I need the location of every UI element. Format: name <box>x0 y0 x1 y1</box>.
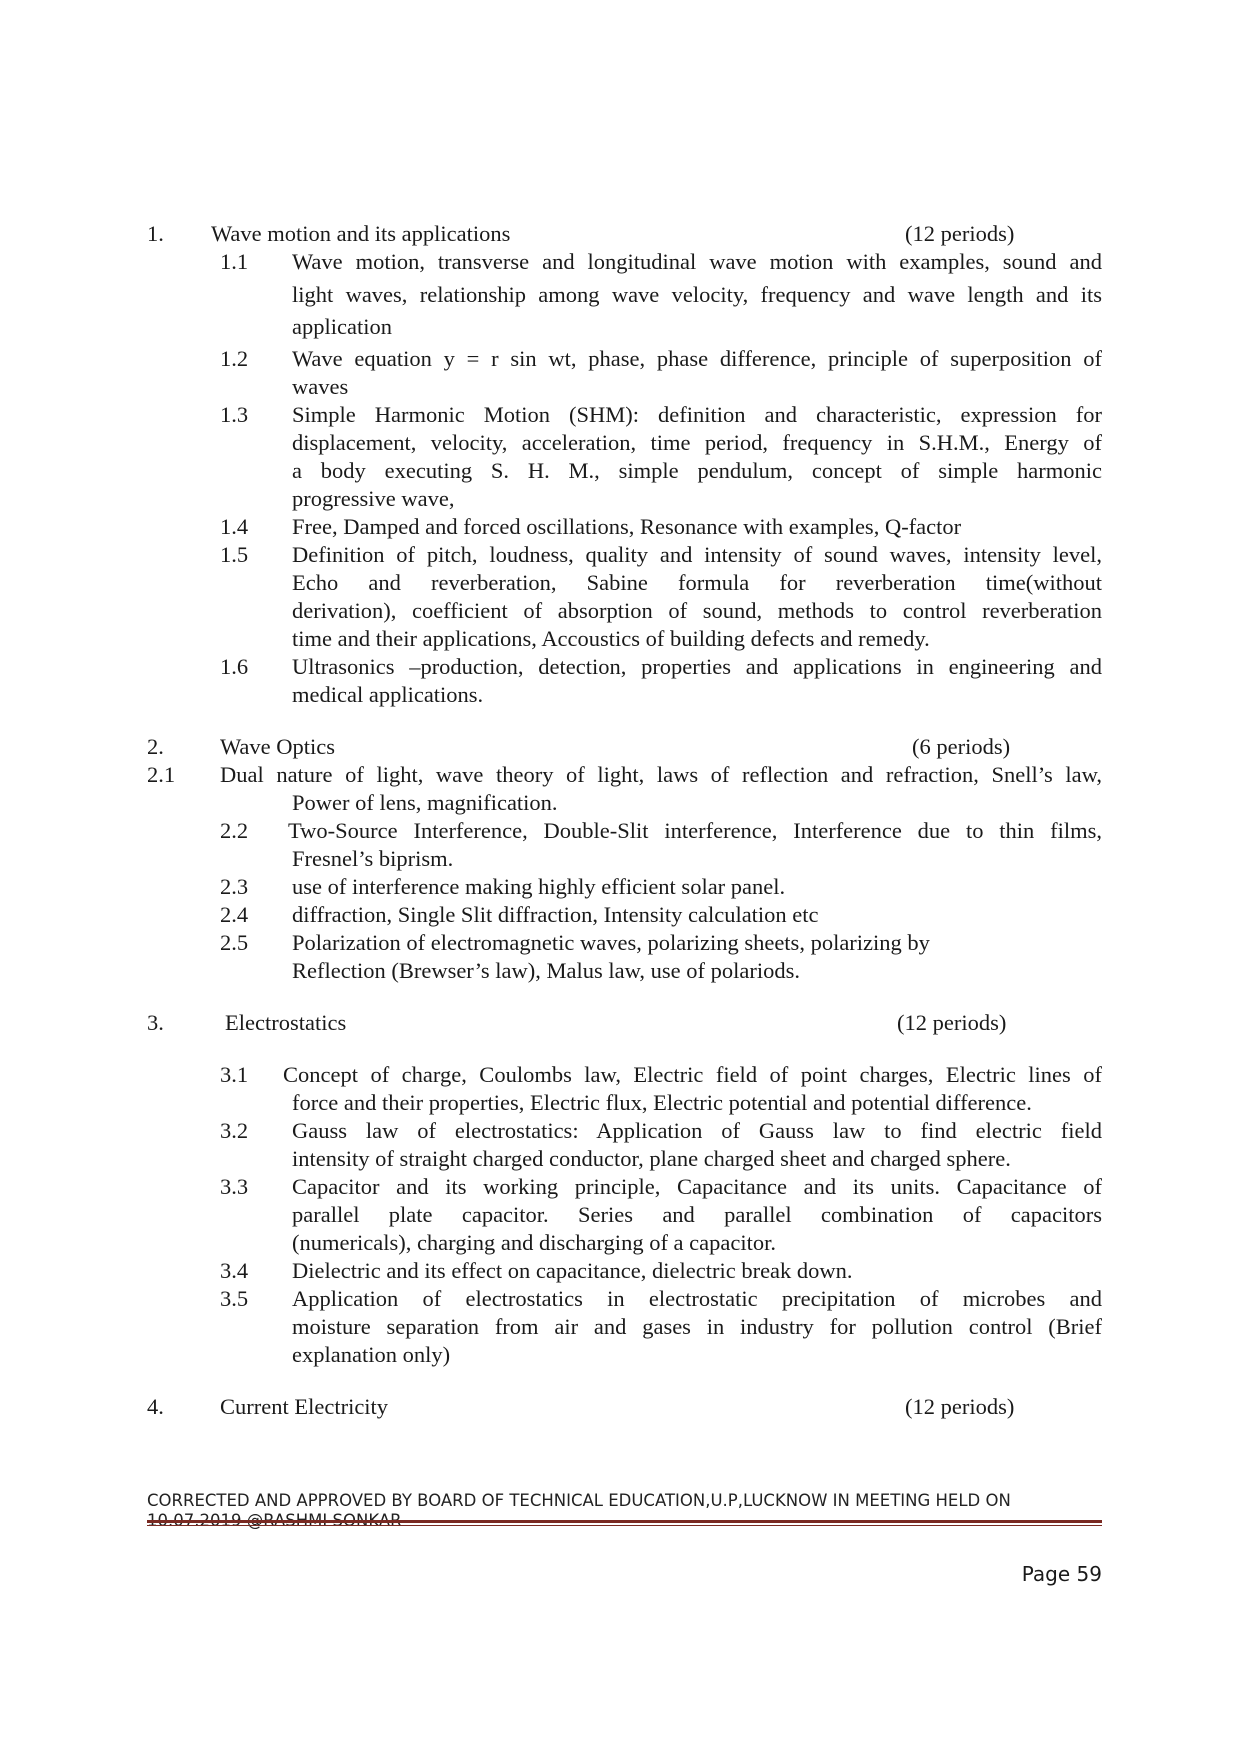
item-number: 1.6 <box>220 654 249 679</box>
item-line: Two-Source Interference, Double-Slit interference, Interference due to thin films, <box>288 818 1102 843</box>
item-number: 1.2 <box>220 346 249 371</box>
item-number: 3.1 <box>220 1062 249 1087</box>
section-periods: (12 periods) <box>905 1394 1015 1419</box>
item-line: a body executing S. H. M., simple pendulum, concept of simple harmonic <box>292 458 1102 483</box>
item-line: Application of electrostatics in electrostatic precipitation of microbes and <box>292 1286 1102 1311</box>
item-number: 3.4 <box>220 1258 249 1283</box>
item-line: Reflection (Brewser’s law), Malus law, use of polariods. <box>292 958 800 983</box>
item-line: Wave equation y = r sin wt, phase, phase difference, principle of superposition of <box>292 346 1102 371</box>
section-number: 3. <box>147 1010 164 1035</box>
item-number: 1.3 <box>220 402 249 427</box>
item-line: Gauss law of electrostatics: Application of Gauss law to find electric field <box>292 1118 1102 1143</box>
section-title: Wave Optics <box>220 734 336 759</box>
item-line: Definition of pitch, loudness, quality and intensity of sound waves, intensity level, <box>292 542 1102 567</box>
item-number: 3.3 <box>220 1174 249 1199</box>
item-line: Polarization of electromagnetic waves, polarizing sheets, polarizing by <box>292 930 930 955</box>
item-number: 1.4 <box>220 514 249 539</box>
item-line: Free, Damped and forced oscillations, Resonance with examples, Q-factor <box>292 514 962 539</box>
section-periods: (12 periods) <box>897 1010 1007 1035</box>
item-line: application <box>292 314 392 339</box>
item-line: Capacitor and its working principle, Capacitance and its units. Capacitance of <box>292 1174 1102 1199</box>
item-line: Simple Harmonic Motion (SHM): definition and characteristic, expression for <box>292 402 1102 427</box>
section-number: 4. <box>147 1394 164 1419</box>
section-periods: (6 periods) <box>912 734 1011 759</box>
page-number: Page 59 <box>1021 1562 1102 1586</box>
item-number: 2.2 <box>220 818 249 843</box>
footer-rule <box>147 1520 1102 1523</box>
item-number: 2.1 <box>147 762 176 787</box>
item-line: displacement, velocity, acceleration, time period, frequency in S.H.M., Energy of <box>292 430 1102 455</box>
item-line: Concept of charge, Coulombs law, Electric field of point charges, Electric lines of <box>283 1062 1102 1087</box>
item-number: 1.5 <box>220 542 249 567</box>
item-line: explanation only) <box>292 1342 451 1367</box>
item-line: time and their applications, Accoustics of building defects and remedy. <box>292 626 930 651</box>
item-line: (numericals), charging and discharging of a capacitor. <box>292 1230 776 1255</box>
item-line: Wave motion, transverse and longitudinal wave motion with examples, sound and <box>292 249 1102 274</box>
item-line: Dual nature of light, wave theory of light, laws of reflection and refraction, Snell’s law, <box>220 762 1102 787</box>
section-number: 1. <box>147 221 164 246</box>
item-line: force and their properties, Electric flux, Electric potential and potential difference. <box>292 1090 1032 1115</box>
item-line: Power of lens, magnification. <box>292 790 558 815</box>
item-number: 2.5 <box>220 930 249 955</box>
item-line: intensity of straight charged conductor, plane charged sheet and charged sphere. <box>292 1146 1011 1171</box>
footer-rule-thin <box>147 1525 1102 1526</box>
item-line: diffraction, Single Slit diffraction, Intensity calculation etc <box>292 902 819 927</box>
item-line: Dielectric and its effect on capacitance, dielectric break down. <box>292 1258 853 1283</box>
item-line: progressive wave, <box>292 486 455 511</box>
item-line: Echo and reverberation, Sabine formula for reverberation time(without <box>292 570 1102 595</box>
item-line: light waves, relationship among wave velocity, frequency and wave length and its <box>292 282 1102 307</box>
item-line: moisture separation from air and gases in industry for pollution control (Brief <box>292 1314 1102 1339</box>
section-title: Current Electricity <box>220 1394 389 1419</box>
item-line: parallel plate capacitor. Series and parallel combination of capacitors <box>292 1202 1102 1227</box>
item-number: 1.1 <box>220 249 249 274</box>
item-line: use of interference making highly efficient solar panel. <box>292 874 786 899</box>
item-line: waves <box>292 374 349 399</box>
item-number: 3.2 <box>220 1118 249 1143</box>
item-number: 2.4 <box>220 902 249 927</box>
item-number: 3.5 <box>220 1286 249 1311</box>
item-line: Ultrasonics –production, detection, properties and applications in engineering and <box>292 654 1102 679</box>
section-title: Wave motion and its applications <box>211 221 511 246</box>
section-title: Electrostatics <box>225 1010 347 1035</box>
section-periods: (12 periods) <box>905 221 1015 246</box>
item-line: derivation), coefficient of absorption of sound, methods to control reverberation <box>292 598 1102 623</box>
section-number: 2. <box>147 734 164 759</box>
footer-approval-line: CORRECTED AND APPROVED BY BOARD OF TECHNICAL EDUCATION,U.P,LUCKNOW IN MEETING HELD ON <box>147 1491 1011 1510</box>
item-number: 2.3 <box>220 874 249 899</box>
item-line: Fresnel’s biprism. <box>292 846 454 871</box>
item-line: medical applications. <box>292 682 484 707</box>
